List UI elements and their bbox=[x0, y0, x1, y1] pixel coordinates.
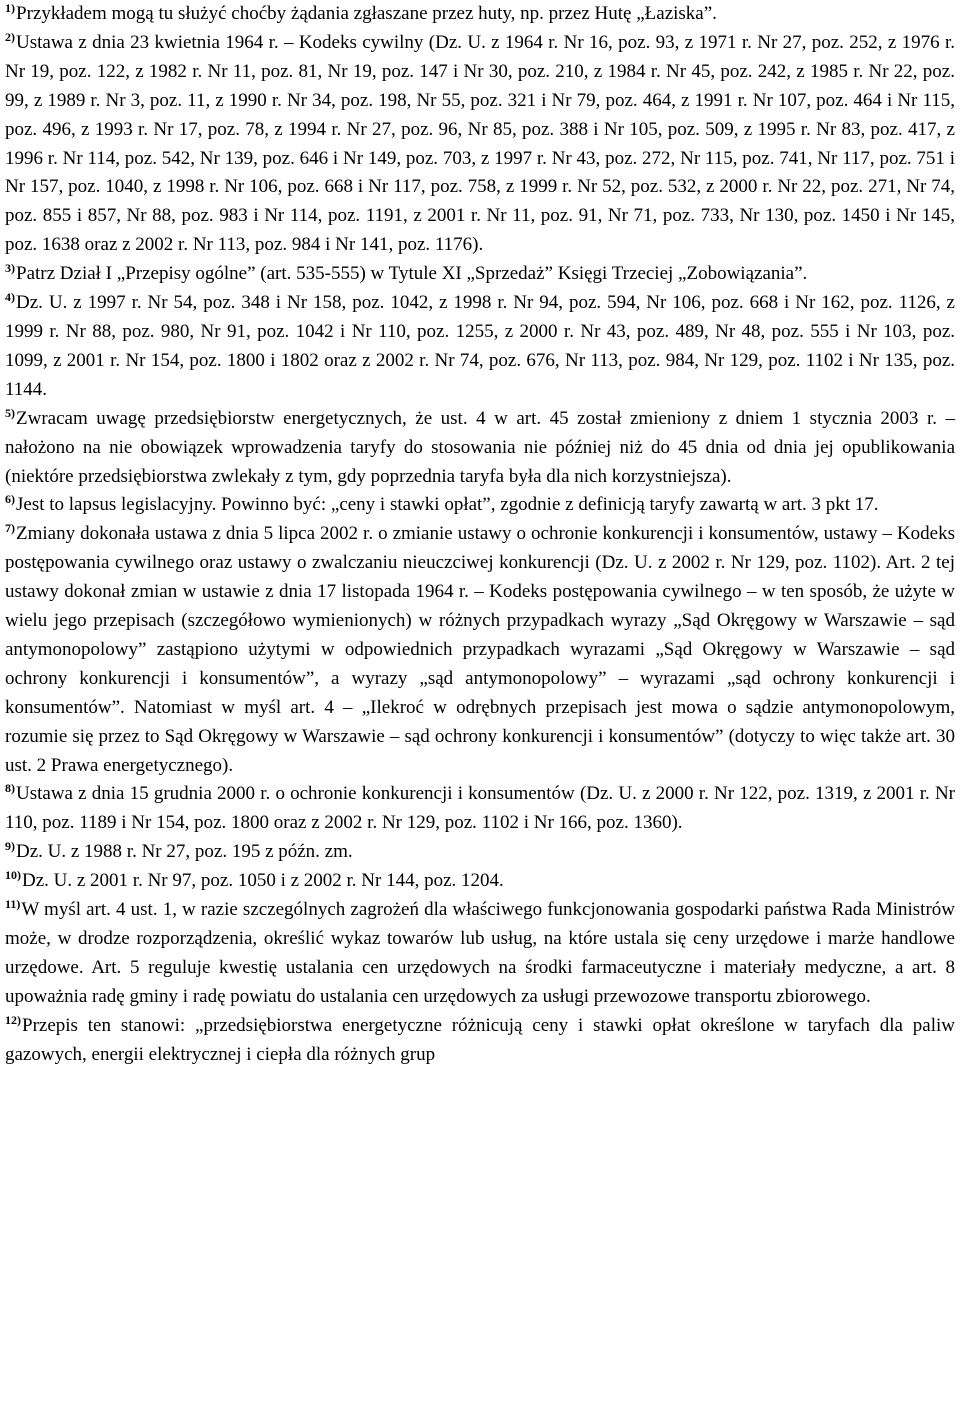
footnote-9 bbox=[5, 838, 955, 867]
footnote-text: Patrz Dział I „Przepisy ogólne” (art. 535-555) w Tytule XI „Sprzedaż” Księgi Trzeciej „Zobowiązania”. bbox=[16, 263, 808, 285]
footnote-text: Dz. U. z 1997 r. Nr 54, poz. 348 i Nr 158, poz. 1042, z 1998 r. Nr 94, poz. 594, Nr 106, poz. 668 i Nr 162, poz. 1126, z 1999 r. Nr 88, poz. 980, Nr 91, poz. 1042 i Nr 110, poz. 1255, z 2000 r. Nr 43, poz. 489, Nr 48, poz. 555 i Nr 103, poz. 1099, z 2001 r. Nr 154, poz. 1800 i 1802 oraz z 2002 r. Nr 74, poz. 676, Nr 113, poz. 984, Nr 129, poz. 1102 i Nr 135, poz. 1144. bbox=[5, 292, 955, 400]
footnote-text: Zmiany dokonała ustawa z dnia 5 lipca 2002 r. o zmianie ustawy o ochronie konkurencji i konsumentów, ustawy – Kodeks postępowania cywilnego oraz ustawy o zwalczaniu nieuczciwej konkurencji (Dz. U. z 2002 r. Nr 129, poz. 1102). Art. 2 tej ustawy dokonał zmian w ustawie z dnia 17 listopada 1964 r. – Kodeks postępowania cywilnego – w ten sposób, że użyte w wielu jego przepisach (szczegółowo wymienionych) w różnych przypadkach wyrazy „Sąd Okręgowy w Warszawie – sąd antymonopolowy” zastąpiono użytymi w odpowiednich przypadkach wyrazami „Sąd Okręgowy w Warszawie – sąd ochrony konkurencji i konsumentów”, a wyrazy „sąd antymonopolowy” – wyrazami „sąd ochrony konkurencji i konsumentów”. Natomiast w myśl art. 4 – „Ilekroć w odrębnych przepisach jest mowa o sądzie antymonopolowym, rozumie się przez to Sąd Okręgowy w Warszawie – sąd ochrony konkurencji i konsumentów” (dotyczy to więc także art. 30 ust. 2 Prawa energetycznego). bbox=[5, 523, 955, 776]
footnote-4 bbox=[5, 289, 955, 405]
footnote-2 bbox=[5, 29, 955, 260]
footnote-6 bbox=[5, 491, 955, 520]
footnote-3 bbox=[5, 260, 955, 289]
footnote-text: Przepis ten stanowi: „przedsiębiorstwa energetyczne różnicują ceny i stawki opłat określone w taryfach dla paliw gazowych, energii elektrycznej i ciepła dla różnych grup bbox=[5, 1014, 955, 1065]
footnote-text: Zwracam uwagę przedsiębiorstw energetycznych, że ust. 4 w art. 45 został zmieniony z dniem 1 stycznia 2003 r. – nałożono na nie obowiązek wprowadzenia taryfy do stosowania nie później niż do 45 dnia od dnia jej opublikowania (niektóre przedsiębiorstwa zwlekały z tym, gdy poprzednia taryfa była dla nich korzystniejsza). bbox=[5, 407, 955, 487]
footnote-5 bbox=[5, 405, 955, 492]
footnote-text: Ustawa z dnia 23 kwietnia 1964 r. – Kodeks cywilny (Dz. U. z 1964 r. Nr 16, poz. 93, z 1971 r. Nr 27, poz. 252, z 1976 r. Nr 19, poz. 122, z 1982 r. Nr 11, poz. 81, Nr 19, poz. 147 i Nr 30, poz. 210, z 1984 r. Nr 45, poz. 242, z 1985 r. Nr 22, poz. 99, z 1989 r. Nr 3, poz. 11, z 1990 r. Nr 34, poz. 198, Nr 55, poz. 321 i Nr 79, poz. 464, z 1991 r. Nr 107, poz. 464 i Nr 115, poz. 496, z 1993 r. Nr 17, poz. 78, z 1994 r. Nr 27, poz. 96, Nr 85, poz. 388 i Nr 105, poz. 509, z 1995 r. Nr 83, poz. 417, z 1996 r. Nr 114, poz. 542, Nr 139, poz. 646 i Nr 149, poz. 703, z 1997 r. Nr 43, poz. 272, Nr 115, poz. 741, Nr 117, poz. 751 i Nr 157, poz. 1040, z 1998 r. Nr 106, poz. 668 i Nr 117, poz. 758, z 1999 r. Nr 52, poz. 532, z 2000 r. Nr 22, poz. 271, Nr 74, poz. 855 i 857, Nr 88, poz. 983 i Nr 114, poz. 1191, z 2001 r. Nr 11, poz. 91, Nr 71, poz. 733, Nr 130, poz. 1450 i Nr 145, poz. 1638 oraz z 2002 r. Nr 113, poz. 984 i Nr 141, poz. 1176). bbox=[5, 31, 955, 256]
footnote-number: 4) bbox=[5, 290, 15, 305]
footnote-text: Jest to lapsus legislacyjny. Powinno być: „ceny i stawki opłat”, zgodnie z definicją taryfy zawartą w art. 3 pkt 17. bbox=[16, 494, 879, 516]
footnote-8 bbox=[5, 780, 955, 838]
footnote-text: Dz. U. z 2001 r. Nr 97, poz. 1050 i z 2002 r. Nr 144, poz. 1204. bbox=[22, 870, 504, 892]
footnotes-section bbox=[5, 0, 955, 1070]
footnote-10 bbox=[5, 867, 955, 896]
footnote-number: 5) bbox=[5, 405, 15, 420]
footnote-number: 6) bbox=[5, 492, 15, 507]
footnote-number: 7) bbox=[5, 521, 15, 536]
footnote-number: 8) bbox=[5, 781, 15, 796]
footnote-11 bbox=[5, 896, 955, 1012]
footnote-7 bbox=[5, 520, 955, 780]
footnote-number: 11) bbox=[5, 897, 21, 912]
footnote-text: Ustawa z dnia 15 grudnia 2000 r. o ochronie konkurencji i konsumentów (Dz. U. z 2000 r. Nr 122, poz. 1319, z 2001 r. Nr 110, poz. 1189 i Nr 154, poz. 1800 oraz z 2002 r. Nr 129, poz. 1102 i Nr 166, poz. 1360). bbox=[5, 783, 955, 834]
footnote-number: 9) bbox=[5, 839, 15, 854]
footnote-number: 12) bbox=[5, 1012, 21, 1027]
footnote-number: 10) bbox=[5, 868, 21, 883]
footnote-number: 2) bbox=[5, 29, 15, 44]
footnote-number: 3) bbox=[5, 261, 15, 276]
footnote-12 bbox=[5, 1012, 955, 1070]
footnote-text: Dz. U. z 1988 r. Nr 27, poz. 195 z późn. zm. bbox=[16, 841, 353, 863]
footnote-number: 1) bbox=[5, 1, 15, 15]
footnote-1 bbox=[5, 0, 955, 29]
footnote-text: W myśl art. 4 ust. 1, w razie szczególnych zagrożeń dla właściwego funkcjonowania gospodarki państwa Rada Ministrów może, w drodze rozporządzenia, określić wykaz towarów lub usług, na które ustala się ceny urzędowe i marże handlowe urzędowe. Art. 5 reguluje kwestię ustalania cen urzędowych na środki farmaceutyczne i materiały medyczne, a art. 8 upoważnia radę gminy i radę powiatu do ustalania cen urzędowych za usługi przewozowe transportu zbiorowego. bbox=[5, 899, 955, 1007]
footnote-text: Przykładem mogą tu służyć choćby żądania zgłaszane przez huty, np. przez Hutę „Łaziska”. bbox=[16, 3, 717, 24]
